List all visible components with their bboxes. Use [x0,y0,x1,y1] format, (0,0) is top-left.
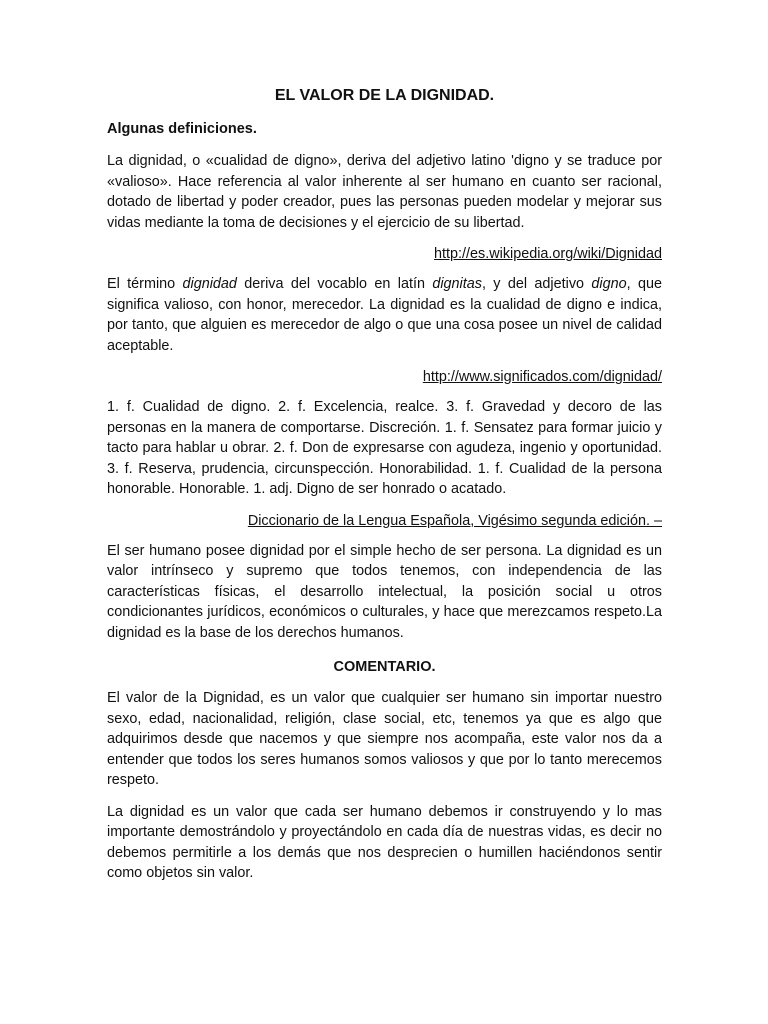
source-diccionario [107,511,662,531]
source-wikipedia[interactable] [107,244,662,264]
source-significados[interactable] [107,367,662,387]
term-dignitas: dignitas [432,276,482,292]
comment-paragraph-2: La dignidad es un valor que cada ser humano debemos ir construyendo y lo mas importante demostrándolo y proyectándolo en cada día de nuestras vidas, es decir no debemos permitirle a los demás que nos desprecien o humillen haciéndonos sentir como objetos sin valor. [107,803,662,881]
source-significados-link[interactable]: http://www.significados.com/dignidad/ [422,369,662,385]
document-title: EL VALOR DE LA DIGNIDAD. [274,87,495,104]
comment-paragraph-1: El valor de la Dignidad, es un valor que cualquier ser humano sin importar nuestro sexo, edad, nacionalidad, religión, clase social, etc, tenemos ya que es algo que adquirimos desde que nacemos y que siempre nos acompaña, este valor nos da a entender que todos los seres humanos somos valiosos y que por lo tanto merecemos respeto. [107,690,662,788]
source-wikipedia-link[interactable]: http://es.wikipedia.org/wiki/Dignidad [434,246,662,262]
definition-paragraph-4: El ser humano posee dignidad por el simple hecho de ser persona. La dignidad es un valor intrínseco y supremo que todos tenemos, con independencia de las características físicas, el desarrollo intelectual, la posición social u otros condicionantes jurídicos, económicos o culturales, y hace que merezcamos respeto.La dignidad es la base de los derechos humanos. [107,542,662,641]
term-dignidad: dignidad [182,276,237,292]
definition-paragraph-3: 1. f. Cualidad de digno. 2. f. Excelencia, realce. 3. f. Gravedad y decoro de las personas en la manera de comportarse. Discreción. 1. f. Sensatez para formar juicio y tacto para hablar u obrar. 2. f. Don de expresarse con agudeza, ingenio y oportunidad. 3. f. Reserva, prudencia, circunspección. Honorabilidad. 1. f. Cualidad de la persona honorable. Honorable. 1. adj. Digno de ser honrado o acatado. [107,399,662,497]
document-page [107,86,662,895]
definitions-heading: Algunas definiciones. [107,121,257,137]
comment-heading: COMENTARIO. [333,659,436,675]
definition-paragraph-1: La dignidad, o «cualidad de digno», deriva del adjetivo latino 'digno y se traduce por «valioso». Hace referencia al valor inherente al ser humano en cuanto ser racional, dotado de libertad y poder creador, pues las personas pueden modelar y mejorar sus vidas mediante la toma de decisiones y el ejercicio de su libertad. [107,153,662,231]
definition-paragraph-2: El término dignidad deriva del vocablo en latín dignitas, y del adjetivo digno, que significa valioso, con honor, merecedor. La dignidad es la cualidad de digno e indica, por tanto, que alguien es merecedor de algo o que una cosa posee un nivel de calidad aceptable. [107,276,662,354]
term-digno: digno [591,276,627,292]
source-diccionario-text: Diccionario de la Lengua Española, Vigésimo segunda edición. – [247,512,662,529]
